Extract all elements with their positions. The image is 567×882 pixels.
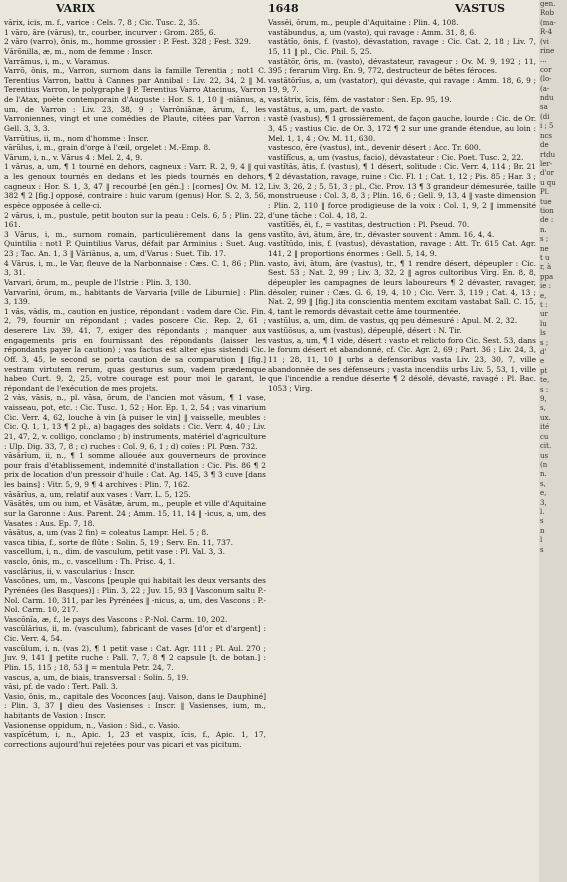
dictionary-entry: 2 văs, vāsis, n., pl. vāsa, ōrum, de l'ancien mot vāsum, ¶ 1 vase, vaisseau, pot, etc. : Cic. Tusc. 1, 52 ; Hor. Ep. 1, 2, 54 ; vas vinarium Cic. Verr. 4, 62, louche à vin [à puiser le vin] ‖ vaisselle, meubles : Cic. Q. 1, 1, 13 ¶ 2 pl., a) bagages des soldats : Cic. Verr. 4, 40 ; Liv. 21, 47, 2, v. colligo, conclamo ; b) instruments, matériel d'agriculture : Ulp. Dig. 33, 7, 8 ; c) ruches : Col. 9, 6, 1 ; d) coïes : Pl. Pœn. 732. <box>4 393 266 451</box>
dictionary-entry: Vasionense oppidum, n., Vasion : Sid., c. Vasio. <box>4 720 181 730</box>
dictionary-entry: 2 vāro (varro), ōnis, m., homme grossier : P. Fest. 328 ; Fest. 329. <box>4 37 251 47</box>
dictionary-entry: 3 Vārus, i, m., surnom romain, particulièrement dans la gens Quintilia : not1 P. Quintilius Varus, défait par Arminius : Suet. Aug. 23 ; Tac. An. 1, 3 ‖ Vāriānus, a, um, d'Varus : Suet. Tib. 17. <box>4 229 266 258</box>
edge-fragment: s, <box>540 404 546 413</box>
right-column <box>268 18 536 882</box>
edge-fragment: n. <box>540 470 547 479</box>
header-left-word: VARIX <box>56 2 96 15</box>
edge-fragment: n. <box>540 225 547 234</box>
dictionary-entry: vastesco, ĕre (vastus), int., devenir désert : Acc. Tr. 600. <box>268 143 482 153</box>
edge-fragment: Pl. <box>540 188 550 197</box>
dictionary-entry: vastātōrĭus, a, um (vastator), qui dévaste, qui ravage : Amm. 18, 6, 9 ; 19, 9, 7. <box>268 75 536 95</box>
page-number: 1648 <box>268 2 299 15</box>
dictionary-entry: Varvarīni, ōrum, m., habitants de Varvaria [ville de Liburnie] : Plin. 3, 139. <box>4 287 266 307</box>
edge-fragment: de : <box>540 216 554 225</box>
dictionary-entry: vastĭtĭēs, ēi, f., = vastitas, destruction : Pl. Pseud. 70. <box>268 220 470 230</box>
edge-fragment: s <box>540 517 544 526</box>
dictionary-entry: 2 vārus, i, m., pustule, petit bouton sur la peau : Cels. 6, 5 ; Plin. 22, 161. <box>4 210 266 230</box>
edge-fragment: tue <box>540 197 552 206</box>
edge-fragment: te, <box>540 376 550 385</box>
edge-fragment: s ; <box>540 235 549 244</box>
dictionary-entry: vaspĭcētum, i, n., Apic. 1, 23 et vaspix, ĭcis, f., Apic. 1, 17, corrections aujourd'hui rejetées pour vas picari et vas picitum. <box>4 730 266 749</box>
dictionary-entry: Vāsātēs, um ou ium, et Vāsātæ, ārum, m., peuple et ville d'Aquitaine sur la Garonne : Aus. Parent. 24 ; Amm. 15, 11, 14 ‖ -icus, a, um, des Vasates : Aus. Ep. 7, 18. <box>4 499 266 528</box>
dictionary-entry: vascŭlārius, ii, m. (vasculum), fabricant de vases [d'or et d'argent] : Cic. Verr. 4, 54. <box>4 624 266 643</box>
dictionary-entry: vasclārius, ii, v. vascularius : Inscr. <box>4 566 136 576</box>
edge-fragment: rine <box>540 47 555 56</box>
dictionary-entry: vastātus, a, um, part. de vasto. <box>268 104 385 114</box>
dictionary-entry: 1 văs, vădis, m., caution en justice, répondant : vadem dare Cic. Fin. 2, 79, fournir un répondant ; vades poscere Cic. Rep. 2, 61 ; deserere Liv. 39, 41, 7, exiger des répondants ; manquer aux engagements pris en fournissant des répondants (laisser les répondants payer la caution) ; vas factus est alter ejus sistendi Cic. Off. 3, 45, le second se porta caution de sa comparution ‖ [fig.] vestram virtutem rerum, quas gesturus sum, vadem prædemque habeo Curt. 9, 2, 25, votre courage est pour moi le garant, le répondant de l'exécution de mes projets. <box>4 306 266 393</box>
dictionary-entry: vastŭōsus, a, um (vastus), dépeuplé, désert : N. Tir. <box>268 326 462 335</box>
dictionary-entry: Varrō, ōnis, m., Varron, surnom dans la famille Terentia ; not1 C. Terentius Varron, battu à Cannes par Annibal : Liv. 22, 34, 2 ‖ M. Terentius Varron, le polygraphe ‖ P. Terentius Varro Atacinus, Varron de l'Atax, poète contemporain d'Auguste : Hor. S. 1, 10 ‖ -niānus, a, um, de Varron : Liv. 23, 38, 9 ; Varrōniānæ, ārum, f., les Varroniennes, vingt et une comédies de Plaute, citées par Varron : Gell. 3, 3, 3. <box>4 66 266 133</box>
edge-fragment: de <box>540 141 549 150</box>
dictionary-entry: vastĭtūdo, inis, f. (vastus), dévastation, ravage : Att. Tr. 615 Cat. Agr. 141, 2 ‖ proportions énormes : Gell. 5, 14, 9. <box>268 239 536 258</box>
dictionary-entry: vāsārĭum, ii, n., ¶ 1 somme allouée aux gouverneurs de province pour frais d'établissement, indemnité d'installation : Cic. Pis. 86 ¶ 2 prix de location d'un pressoir d'huile : Cat. Ag. 145, 3 ¶ 3 cuve [dans les bains] : Vitr. 5, 9, 9 ¶ 4 archives : Plin. 7, 162. <box>4 451 266 489</box>
edge-fragment: gen. <box>540 0 556 8</box>
dictionary-entry: vascellum, i, n., dim. de vasculum, petit vase : Pl. Val. 3, 3. <box>4 547 226 557</box>
dictionary-entry: vastĭtās, ātis, f. (vastus), ¶ 1 désert, solitude : Cic. Verr. 4, 114 ; Br. 21 ¶ 2 dévastation, ravage, ruine : Cic. Fl. 1 ; Cat. 1, 12 ; Pis. 85 ; Har. 3 ; Liv. 3, 26, 2 ; 5, 51, 3 ; pl., Cic. Prov. 13 ¶ 3 grandeur démesurée, taille monstrueuse : Col. 3, 8, 3 ; Plin. 16, 6 ; Gell. 9, 13, 4 ‖ vaste dimension : Plin. 2, 110 ‖ force prodigieuse de la voix : Col. 1, 9, 2 ‖ immensité d'une tâche : Col. 4, 18, 2. <box>268 162 536 220</box>
dictionary-entry: vāsi, pf. de vado : Tert. Pall. 3. <box>4 682 118 692</box>
edge-fragment: (ma- <box>540 18 556 27</box>
edge-fragment: e, <box>540 291 547 300</box>
edge-fragment: R-4 <box>540 28 553 37</box>
edge-fragment: s <box>540 545 544 554</box>
dictionary-entry: vascus, a, um, de biais, transversal : Solin. 5, 19. <box>4 672 189 682</box>
edge-fragment: l. <box>540 507 545 516</box>
edge-fragment: (lo- <box>540 75 552 84</box>
edge-fragment: l <box>540 536 543 545</box>
header-right-word: VASTUS <box>455 2 505 15</box>
dictionary-entry: 4 Vārus, i, m., le Var, fleuve de la Narbonnaise : Cæs. C. 1, 86 ; Plin. 3, 31. <box>4 258 266 278</box>
dictionary-entry: vastātŏr, ōris, m. (vasto), dévastateur, ravageur : Ov. M. 9, 192 ; 11, 395 ; ferarum Virg. En. 9, 772, destructeur de bêtes féroces. <box>268 56 536 76</box>
edge-fragment: ls <box>540 329 546 338</box>
edge-fragment: cit. <box>540 442 552 451</box>
edge-fragment: e, <box>540 489 547 498</box>
dictionary-entry: Varrūtius, ii, m., nom d'homme : Inscr. <box>4 133 149 143</box>
dictionary-entry: Vascōnĭa, æ, f., le pays des Vascons : P.-Nol. Carm. 10, 202. <box>4 614 228 624</box>
dictionary-entry: 1 vārus, a, um, ¶ 1 tourné en dehors, cagneux : Varr. R. 2, 9, 4 ‖ qui a les genoux tournés en dedans et les pieds tournés en dehors, cagneux : Hor. S. 1, 3, 47 ‖ recourbé [en gén.] : [cornes] Ov. M. 12, 382 ¶ 2 [fig.] opposé, contraire : huic varum (genus) Hor. S. 2, 3, 56, espèce opposée à celle-ci. <box>4 162 266 210</box>
dictionary-entry: vascŭlum, i, n. (vas 2), ¶ 1 petit vase : Cat. Agr. 111 ; Pl. Aul. 270 ; Juv. 9, 141 ‖ petite ruche : Pall. 7, 7, 8 ¶ 2 capsule [t. de botan.] : Plin. 15, 115 ; 18, 53 ‖ = mentula Petr. 24, 7. <box>4 643 266 672</box>
dictionary-entry: vasto, āvi, ātum, āre (vastus), tr., ¶ 1 rendre désert, dépeupler : Cic. Sest. 53 ; Nat. 2, 99 ; Liv. 3, 32, 2 ‖ agros cultoribus Virg. En. 8, 8, dépeupler les campagnes de leurs laboureurs ¶ 2 dévaster, ravager, désoler, ruiner : Cæs. G. 6, 19, 4, 10 ; Cic. Verr. 3, 119 ; Cat. 4, 13 ; Nat. 2, 99 ‖ [fig.] ita conscientia mentem excitam vastabat Sall. C. 15, 4, tant le remords dévastait cette âme tourmentée. <box>268 258 536 316</box>
edge-fragment: r, à <box>540 263 552 272</box>
dictionary-entry: Varvari, ōrum, m., peuple de l'Istrie : Plin. 3, 130. <box>4 277 192 287</box>
dictionary-entry: vasclo, ōnis, m., c. vascellum : Th. Prisc. 4, 1. <box>4 557 175 566</box>
edge-fragment: sa <box>540 103 548 112</box>
dictionary-entry: vastus, a, um, ¶ 1 vide, désert : vasto et relicto foro Cic. Sest. 53, dans le forum désert et abandonné, cf. Cic. Agr. 2, 69 ; Part. 36 ; Liv. 24, 3, 11 ; 28, 11, 10 ‖ urbs a defensoribus vasta Liv. 23, 30, 7, ville abandonnée de ses défenseurs ; vasta incendiis urbs Liv. 5, 53, 1, ville que l'incendie a rendue déserte ¶ 2 désolé, dévasté, ravagé : Pl. Bac. 1053 ; Virg. <box>268 335 536 393</box>
dictionary-entry: vārŭlus, i, m., grain d'orge à l'œil, orgelet : M.-Emp. 8. <box>4 143 211 153</box>
edge-fragment: e <box>540 357 545 366</box>
edge-fragment: ie : <box>540 282 551 291</box>
edge-fragment: d' <box>540 348 547 357</box>
page-header <box>0 0 567 16</box>
edge-fragment: s ; <box>540 338 549 347</box>
edge-fragment: (di <box>540 112 550 121</box>
edge-fragment: tion <box>540 206 554 215</box>
dictionary-entry: vastātĭo, ōnis, f. (vasto), dévastation, ravage : Cic. Cat. 2, 18 ; Liv. 7, 15, 11 ‖ pl., Cic. Phil. 5, 25. <box>268 37 536 56</box>
edge-fragment: t u <box>540 253 550 262</box>
dictionary-entry: vasca tibia, f., sorte de flûte : Solin. 5, 19 ; Serv. En. 11, 737. <box>4 537 233 547</box>
edge-fragment: ne <box>540 244 549 253</box>
dictionary-entry: Varrāmus, i, m., v. Varamus. <box>4 56 110 66</box>
edge-fragment: ncs <box>540 131 553 140</box>
edge-fragment: ité <box>540 423 550 432</box>
edge-fragment: s : <box>540 385 549 394</box>
edge-fragment: t : <box>540 301 548 309</box>
edge-fragment: u qu <box>540 178 556 187</box>
edge-fragment: rtdu <box>540 150 556 159</box>
edge-fragment: (n <box>540 460 548 469</box>
dictionary-entry: vastābundus, a, um (vasto), qui ravage : Amm. 31, 8, 6. <box>268 27 477 37</box>
edge-fragment: pt <box>540 366 548 375</box>
edge-fragment: lu <box>540 319 547 328</box>
dictionary-entry: vāsārĭus, a, um, relatif aux vases : Varr. L. 5, 125. <box>4 489 191 499</box>
edge-fragment: (vi <box>540 37 549 46</box>
dictionary-entry: vāsātus, a, um (vas 2 fin) = coleatus Lampr. Hel. 5 ; 8. <box>4 528 209 538</box>
dictionary-entry: Vascōnes, um, m., Vascons [peuple qui habitait les deux versants des Pyrénées (les Basques)] : Plin. 3, 22 ; Juv. 15, 93 ‖ Vasconum saltu P.-Nol. Carm. 10, 311, par les Pyrénées ‖ -nicus, a, um, des Vascons : P.-Nol. Carm. 10, 217. <box>4 576 266 615</box>
dictionary-entry: 1 vāro, āre (vārus), tr., courber, incurver : Grom. 285, 6. <box>4 27 216 37</box>
edge-fragment: cu <box>540 432 549 441</box>
edge-fragment: d'or <box>540 169 554 178</box>
edge-fragment: ... <box>540 56 547 65</box>
edge-fragment: ler- <box>540 159 553 168</box>
edge-fragment: s, <box>540 479 546 488</box>
edge-fragment: 9, <box>540 395 547 404</box>
edge-fragment: n <box>540 526 545 535</box>
dictionary-entry: vărix, icis, m. f., varice : Cels. 7, 8 ; Cic. Tusc. 2, 35. <box>4 18 200 27</box>
edge-fragment: cor <box>540 65 552 74</box>
dictionary-entry: Vassēi, ōrum, m., peuple d'Aquitaine : Plin. 4, 108. <box>268 18 459 27</box>
edge-fragment: ur <box>540 310 548 319</box>
dictionary-entry: vastĭfĭcus, a, um (vastus, facio), dévastateur : Cic. Poet. Tusc. 2, 22. <box>268 152 524 162</box>
edge-fragment: 3, <box>540 498 547 507</box>
edge-fragment: ppa <box>540 272 554 281</box>
edge-fragment: Rob <box>540 9 554 18</box>
edge-fragment: us <box>540 451 549 460</box>
adjacent-page-edge <box>539 0 567 882</box>
edge-fragment: i ; 5 <box>540 122 554 131</box>
dictionary-entry: Vārum, i, n., v. Vārus 4 : Mel. 2, 4, 9. <box>4 152 143 162</box>
dictionary-entry: vastĭto, āvi, ātum, āre, tr., dévaster souvent : Amm. 16, 4, 4. <box>268 229 495 239</box>
left-column <box>4 18 266 882</box>
dictionary-entry: vastŭlus, a, um, dim. de vastus, qq peu démesuré : Apul. M. 2, 32. <box>268 316 518 326</box>
dictionary-entry: vastē (vastus), ¶ 1 grossièrement, de façon gauche, lourde : Cic. de Or. 3, 45 ; vastius Cic. de Or. 3, 172 ¶ 2 sur une grande étendue, au loin : Mel. 1, 1, 4 ; Ov. M. 11, 630. <box>268 114 536 143</box>
dictionary-entry: Vărōnilla, æ, m., nom de femme : Inscr. <box>4 46 153 56</box>
dictionary-entry: vastātrix, īcis, fém. de vastator : Sen. Ep. 95, 19. <box>268 95 452 104</box>
edge-fragment: ndu <box>540 94 554 103</box>
edge-fragment: (a- <box>540 84 550 93</box>
dictionary-entry: Vasio, ōnis, m., capitale des Voconces [auj. Vaison, dans le Dauphiné] : Plin. 3, 37 ‖ dieu des Vasienses : Inscr. ‖ Vasienses, ium, m., habitants de Vasion : Inscr. <box>4 691 266 720</box>
edge-fragment: ux. <box>540 413 551 422</box>
